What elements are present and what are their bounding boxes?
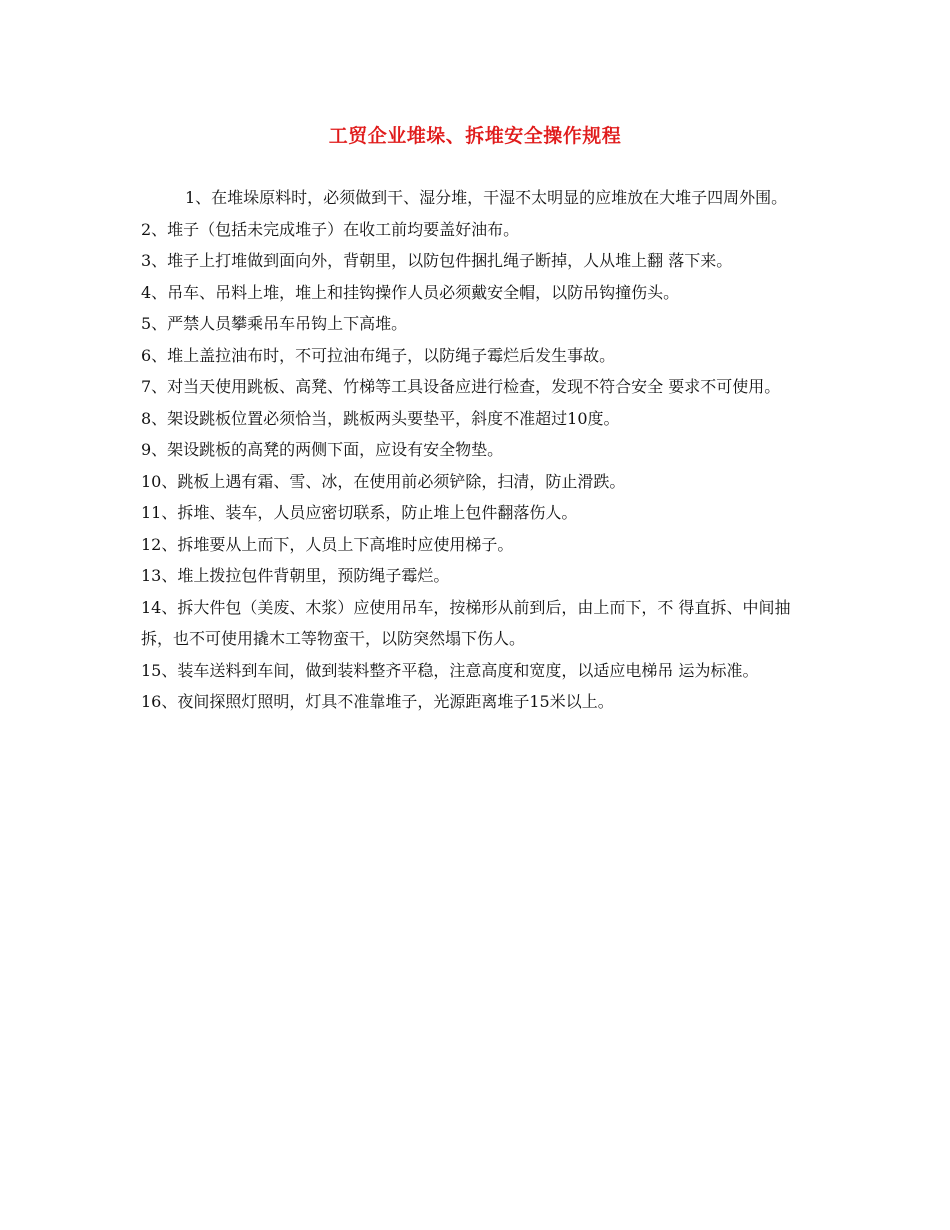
rule-item-15: 15、装车送料到车间，做到装料整齐平稳，注意高度和宽度，以适应电梯吊 运为标准。 [141, 660, 759, 680]
rule-item-10: 10、跳板上遇有霜、雪、冰，在使用前必须铲除，扫清，防止滑跌。 [141, 471, 626, 491]
rule-item-1: 1、在堆垛原料时，必须做到干、湿分堆，干湿不太明显的应堆放在大堆子四周外围。 [185, 188, 788, 207]
rule-item-9: 9、架设跳板的高凳的两侧下面，应设有安全物垫。 [141, 440, 504, 459]
rule-item-13: 13、堆上拨拉包件背朝里，预防绳子霉烂。 [141, 566, 450, 585]
document-title: 工贸企业堆垛、拆堆安全操作规程 [328, 125, 622, 147]
rule-item-11: 11、拆堆、装车，人员应密切联系，防止堆上包件翻落伤人。 [141, 503, 578, 522]
rule-item-3: 3、堆子上打堆做到面向外，背朝里，以防包件捆扎绳子断掉，人从堆上翻 落下来。 [141, 251, 733, 270]
rule-item-8: 8、架设跳板位置必须恰当，跳板两头要垫平，斜度不准超过10度。 [141, 408, 620, 428]
rule-item-14: 14、拆大件包（美废、木浆）应使用吊车，按梯形从前到后，由上而下，不 得直拆、中间抽拆，也不可使用撬木工等物蛮干，以防突然塌下伤人。 [141, 597, 791, 648]
rule-item-12: 12、拆堆要从上而下，人员上下高堆时应使用梯子。 [141, 534, 514, 554]
rule-item-2: 2、堆子（包括未完成堆子）在收工前均要盖好油布。 [141, 219, 520, 239]
rule-item-7: 7、对当天使用跳板、高凳、竹梯等工具设备应进行检查，发现不符合安全 要求不可使用。 [141, 377, 781, 396]
document-body [141, 182, 815, 718]
rule-item-4: 4、吊车、吊料上堆，堆上和挂钩操作人员必须戴安全帽，以防吊钩撞伤头。 [141, 282, 680, 302]
rule-item-16: 16、夜间探照灯照明，灯具不准靠堆子，光源距离堆子15米以上。 [141, 692, 614, 711]
rule-item-6: 6、堆上盖拉油布时，不可拉油布绳子，以防绳子霉烂后发生事故。 [141, 345, 616, 365]
rule-item-5: 5、严禁人员攀乘吊车吊钩上下高堆。 [141, 314, 408, 333]
